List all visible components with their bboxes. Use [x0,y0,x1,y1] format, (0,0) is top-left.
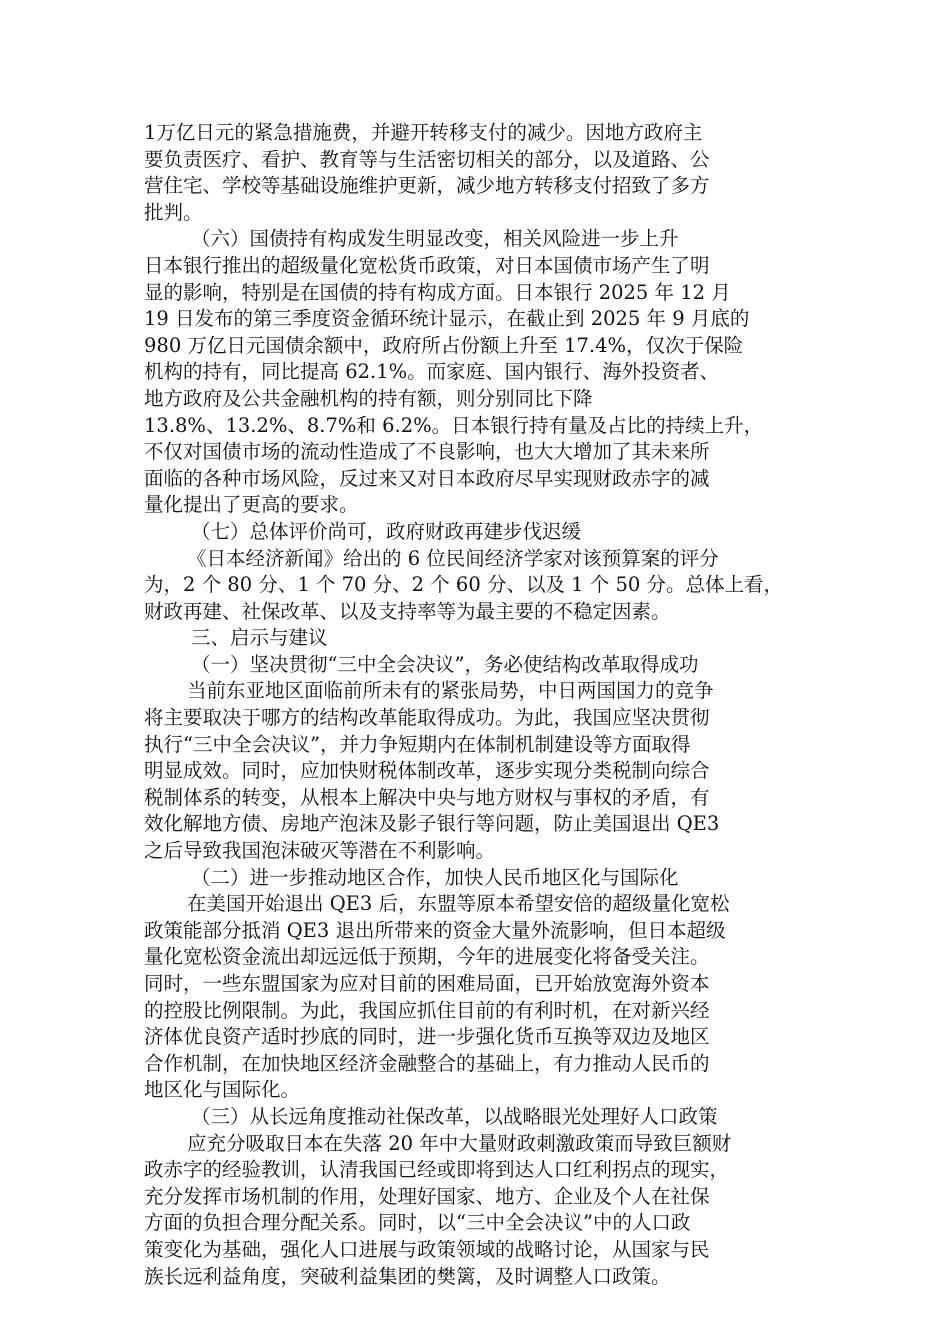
text-line: 《日本经济新闻》给出的 6 位民间经济学家对该预算案的评分 [187,546,719,570]
text-line: 为，2 个 80 分、1 个 70 分、2 个 60 分、以及 1 个 50 分。总体上看， [144,573,783,597]
document-body [144,120,804,1290]
text-line: （一）坚决贯彻“三中全会决议”，务必使结构改革取得成功 [191,652,699,676]
text-line: （二）进一步推动地区合作，加快人民币地区化与国际化 [191,865,679,889]
text-line: 策变化为基础，强化人口进展与政策领域的战略讨论，从国家与民 [144,1237,710,1261]
text-line: 机构的持有，同比提高 62.1%。而家庭、国内银行、海外投资者、 [144,360,720,384]
text-line: 显的影响，特别是在国债的持有构成方面。日本银行 2025 年 12 月 [144,280,731,304]
text-line: 地区化与国际化。 [144,1078,301,1102]
text-line: 地方政府及公共金融机构的持有额，则分别同比下降 [144,386,593,410]
text-line: （三）从长远角度推动社保改革，以战略眼光处理好人口政策 [191,1104,718,1128]
text-line: 不仅对国债市场的流动性造成了不良影响，也大大增加了其未来所 [144,440,710,464]
text-line: 明显成效。同时，应加快财税体制改革，逐步实现分类税制向综合 [144,759,710,783]
text-line: 13.8%、13.2%、8.7%和 6.2%。日本银行持有量及占比的持续上升， [144,413,764,437]
text-line: 量化宽松资金流出却远远低于预期，今年的进展变化将备受关注。 [144,945,710,969]
text-line: 方面的负担合理分配关系。同时，以“三中全会决议”中的人口政 [144,1211,691,1235]
text-line: 日本银行推出的超级量化宽松货币政策，对日本国债市场产生了明 [144,253,710,277]
text-line: 要负责医疗、看护、教育等与生活密切相关的部分，以及道路、公 [144,147,710,171]
text-line: 政赤字的经验教训，认清我国已经或即将到达人口红利拐点的现实， [144,1158,730,1182]
text-line: 财政再建、社保改革、以及支持率等为最主要的不稳定因素。 [144,599,671,623]
text-line: 执行“三中全会决议”，并力争短期内在体制机制建设等方面取得 [144,732,691,756]
text-line: 将主要取决于哪方的结构改革能取得成功。为此，我国应坚决贯彻 [144,706,710,730]
text-line: 980 万亿日元国债余额中，政府所占份额上升至 17.4%，仅次于保险 [144,333,744,357]
text-line: 批判。 [144,200,203,224]
text-line: 量化提出了更高的要求。 [144,493,359,517]
text-line: 面临的各种市场风险，反过来又对日本政府尽早实现财政赤字的减 [144,466,710,490]
text-line: 1万亿日元的紧急措施费，并避开转移支付的减少。因地方政府主 [144,121,703,144]
text-line: 同时，一些东盟国家为应对目前的困难局面，已开始放宽海外资本 [144,972,710,995]
text-line: 合作机制，在加快地区经济金融整合的基础上，有力推动人民币的 [144,1051,710,1075]
text-line: 税制体系的转变，从根本上解决中央与地方财权与事权的矛盾，有 [144,785,710,809]
text-line: 19 日发布的第三季度资金循环统计显示，在截止到 2025 年 9 月底的 [144,307,750,331]
text-line: 充分发挥市场机制的作用，处理好国家、地方、企业及个人在社保 [144,1184,710,1208]
text-line: （六）国债持有构成发生明显改变，相关风险进一步上升 [191,227,679,251]
text-line: 营住宅、学校等基础设施维护更新，减少地方转移支付招致了多方 [144,174,710,198]
text-line: 族长远利益角度，突破利益集团的樊篱，及时调整人口政策。 [144,1264,671,1288]
text-line: 三、启示与建议 [191,626,328,650]
text-line: 应充分吸取日本在失落 20 年中大量财政刺激政策而导致巨额财 [187,1131,732,1155]
text-line: 政策能部分抵消 QE3 退出所带来的资金大量外流影响，但日本超级 [144,918,726,942]
text-line: 的控股比例限制。为此，我国应抓住目前的有利时机，在对新兴经 [144,998,710,1022]
text-line: 在美国开始退出 QE3 后，东盟等原本希望安倍的超级量化宽松 [187,892,730,916]
text-line: （七）总体评价尚可，政府财政再建步伐迟缓 [191,519,582,543]
text-line: 济体优良资产适时抄底的同时，进一步强化货币互换等双边及地区 [144,1025,710,1049]
text-line: 效化解地方债、房地产泡沫及影子银行等问题，防止美国退出 QE3 [144,812,720,836]
text-line: 当前东亚地区面临前所未有的紧张局势，中日两国国力的竞争 [187,679,714,703]
text-line: 之后导致我国泡沫破灭等潜在不利影响。 [144,839,496,863]
